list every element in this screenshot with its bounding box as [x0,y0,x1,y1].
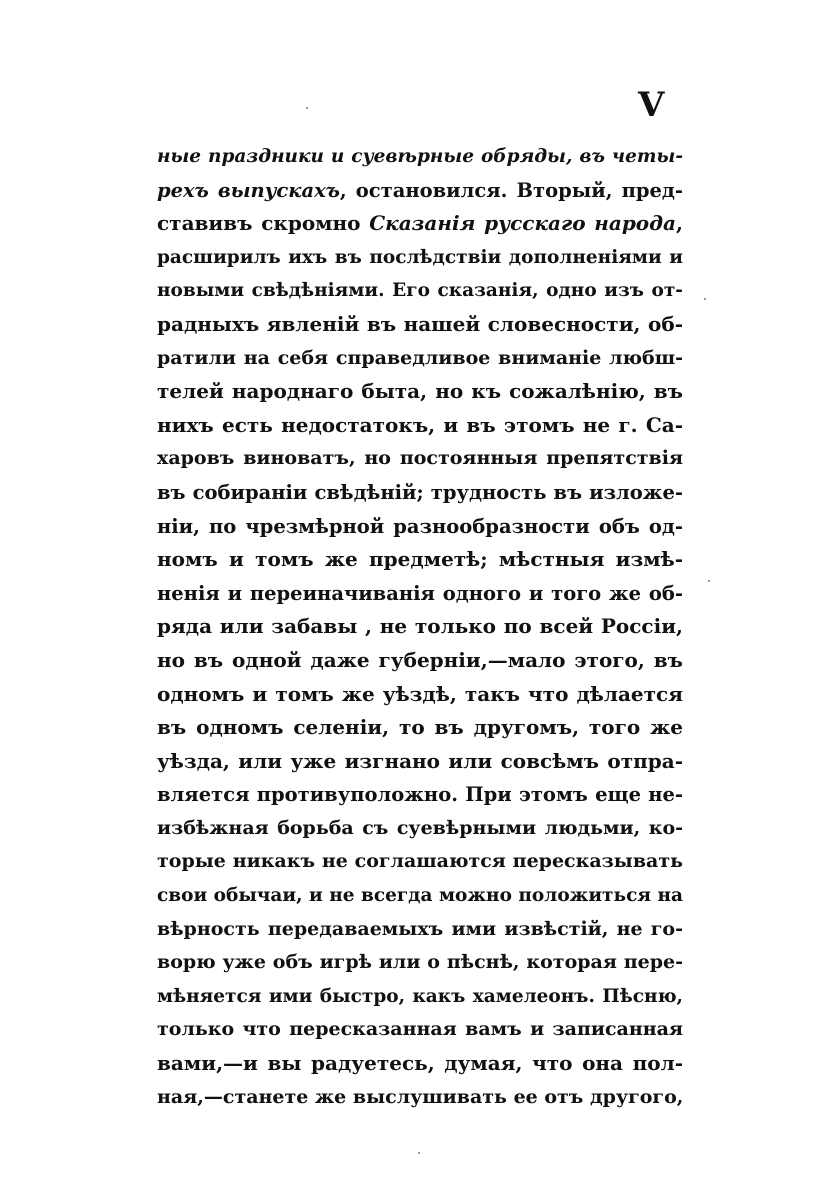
text-line-14: ненія и переиначиванія одного и того же об- [157,581,683,605]
text-run: ставивъ скромно [157,211,370,236]
text-line-23: свои обычаи, и не всегда можно положиться на [157,885,683,907]
print-speck [704,298,706,300]
text-line-9: нихъ есть недостатокъ, и въ этомъ не г. Са- [157,412,683,437]
text-line-10: харовъ виноватъ, но постоянныя препятствія [157,447,683,470]
text-line-20: вляется противуположно. При этомъ еще не- [157,783,683,807]
print-speck [418,1152,420,1154]
text-line-3 [157,207,683,241]
print-speck [708,580,710,582]
text-run: , остановился. Вторый, пред- [339,178,683,202]
text-line-7: ратили на себя справедливое вниманіе любш- [157,346,683,369]
text-line-16: но въ одной даже губерніи,—мало этого, въ [157,647,683,672]
text-run: , [676,211,683,236]
italic-run: Сказанія русскаго народа [369,211,677,236]
text-line-19: уѣзда, или уже изгнано или совсѣмъ отпра- [157,748,683,773]
text-line-28: вами,—и вы радуетесь, думая, что она пол- [157,1051,683,1076]
text-line-4: расширилъ ихъ въ послѣдствіи дополненіями и [157,246,683,268]
text-line-1 [157,140,683,174]
text-line-24: вѣрность передаваемыхъ ими извѣстій, не го- [157,917,683,940]
text-line-5: новыми свѣдѣніями. Его сказанія, одно изъ от- [157,280,683,302]
italic-run: ные праздники и суевѣрные обряды, въ четы- [157,146,683,167]
text-line-12: ніи, по чрезмѣрной разнообразности объ од- [157,514,683,538]
text-line-29: ная,—станете же выслушивать ее отъ другого, [157,1085,683,1108]
print-speck [306,107,308,109]
text-line-2 [157,174,683,208]
text-line-17: одномъ и томъ же уѣздѣ, такъ что дѣлается [157,681,683,706]
text-line-8: телей народнаго быта, но къ сожалѣнію, въ [157,379,683,404]
body-text [157,140,683,1114]
text-line-25: ворю уже объ игрѣ или о пѣснѣ, которая пере- [157,951,683,974]
italic-run: рехъ выпускахъ [157,178,340,202]
text-line-22: торые никакъ не соглашаются пересказывать [157,850,683,873]
text-line-11: въ собираніи свѣдѣній; трудность въ изложе- [157,480,683,504]
text-line-15: ряда или забавы , не только по всей Россіи, [157,614,683,639]
text-line-27: только что пересказанная вамъ и записанная [157,1018,683,1041]
text-line-26: мѣняется ими быстро, какъ хамелеонъ. Пѣсню, [157,985,683,1007]
text-line-6: радныхъ явленій въ нашей словесности, об- [157,311,683,336]
text-line-13: номъ и томъ же предметѣ; мѣстныя измѣ- [157,547,683,572]
text-line-21: избѣжная борьба съ суевѣрными людьми, ко- [157,816,683,839]
text-line-18: въ одномъ селеніи, то въ другомъ, того же [157,715,683,740]
page-number: V [638,85,665,125]
